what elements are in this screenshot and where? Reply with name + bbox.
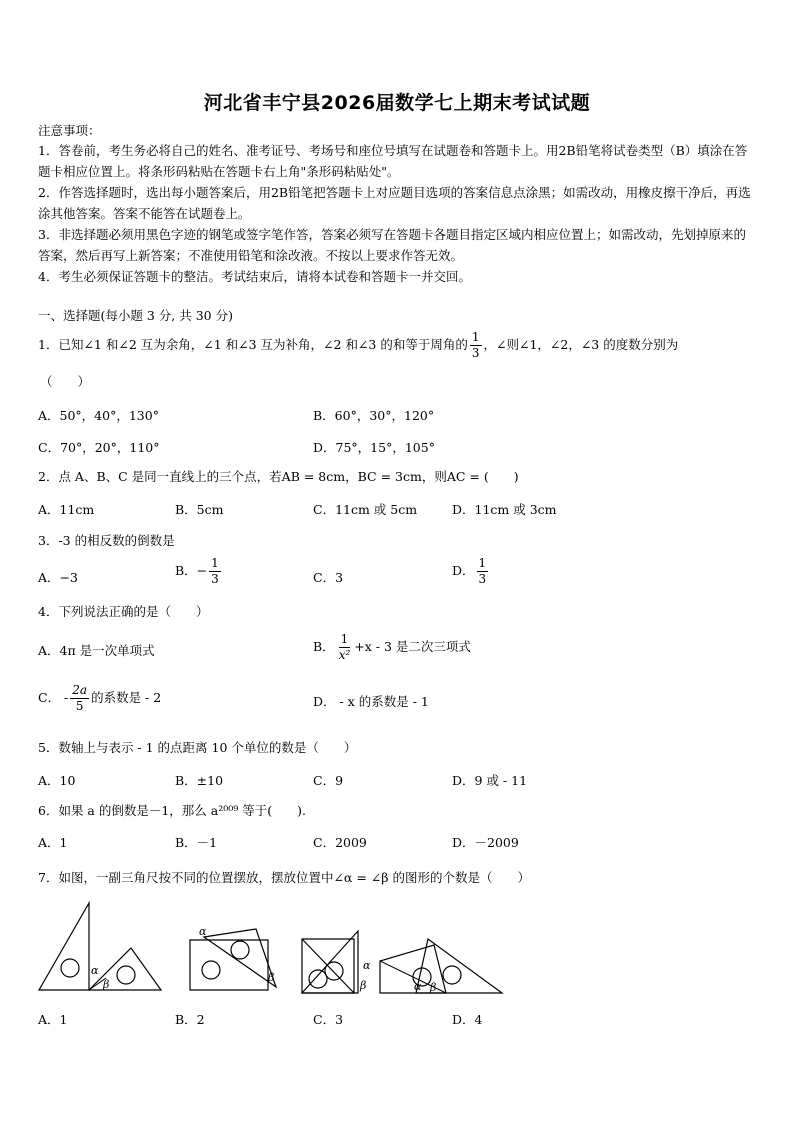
triangle-figure-1 xyxy=(36,898,166,998)
q6-option-a[interactable]: A．1 xyxy=(38,835,68,850)
question-1-paren: （ ） xyxy=(40,374,91,389)
q7-option-d[interactable]: D．4 xyxy=(452,1012,483,1027)
q7-option-b[interactable]: B．2 xyxy=(175,1012,205,1027)
fraction: $\frac{1}{3}$ xyxy=(211,556,219,586)
alpha-label: α xyxy=(363,959,371,972)
q1-option-c[interactable]: C．70°，20°，110° xyxy=(38,440,160,455)
question-3-stem: 3．-3 的相反数的倒数是 xyxy=(38,533,175,548)
notes-heading: 注意事项： xyxy=(38,123,101,138)
note-item-4: 4．考生必须保证答题卡的整洁。考试结束后，请将本试卷和答题卡一并交回。 xyxy=(38,269,471,284)
question-1-stem-part-a: 1．已知∠1 和∠2 互为余角，∠1 和∠3 互为补角，∠2 和∠3 的和等于周角的 xyxy=(38,337,468,352)
q2-option-a[interactable]: A．11cm xyxy=(38,502,95,517)
fraction: $\frac{1}{\text{x²}}$ xyxy=(338,632,351,662)
q5-option-c[interactable]: C．9 xyxy=(313,773,344,788)
page-title: 河北省丰宁县2026届数学七上期末考试试题 xyxy=(203,92,591,114)
section-heading: 一、选择题(每小题 3 分, 共 30 分) xyxy=(38,308,233,323)
note-item-2: 2．作答选择题时，选出每小题答案后，用2B铅笔把答题卡上对应题目选项的答案信息点涂黑；如需改动，用橡皮擦干净后，再选涂其他答案。答案不能答在试题卷上。 xyxy=(38,185,751,221)
q4-option-c[interactable]: C． - $\frac{2a}{5}$ 的系数是 - 2 xyxy=(38,683,162,713)
fraction: $\frac{1}{3}$ xyxy=(478,556,487,586)
q6-option-c[interactable]: C．2009 xyxy=(313,835,367,850)
question-2-stem: 2．点 A、B、C 是同一直线上的三个点，若AB = 8cm，BC = 3cm，则AC = ( ) xyxy=(38,469,519,484)
alpha-label: α xyxy=(414,980,422,993)
q6-option-b[interactable]: B．－1 xyxy=(175,835,218,850)
q7-option-a[interactable]: A．1 xyxy=(38,1012,68,1027)
q4-option-d[interactable]: D． - x 的系数是 - 1 xyxy=(313,694,429,709)
q5-option-b[interactable]: B．±10 xyxy=(175,773,224,788)
q3-option-a[interactable]: A．−3 xyxy=(38,570,78,585)
q5-option-a[interactable]: A．10 xyxy=(38,773,76,788)
q1-option-d[interactable]: D．75°，15°，105° xyxy=(313,440,435,455)
question-4-stem: 4．下列说法正确的是（ ） xyxy=(38,604,209,619)
beta-label: β xyxy=(268,971,275,984)
question-6-stem: 6．如果 a 的倒数是－1，那么 a²⁰⁰⁹ 等于( ). xyxy=(38,803,306,818)
q5-option-d[interactable]: D．9 或 - 11 xyxy=(452,773,528,788)
beta-label: β xyxy=(430,981,437,994)
q6-option-d[interactable]: D．－2009 xyxy=(452,835,519,850)
q3-option-c[interactable]: C．3 xyxy=(313,570,344,585)
q3-option-d[interactable]: D． $\frac{1}{3}$ xyxy=(452,556,487,586)
note-item-3: 3．非选择题必须用黑色字迹的钢笔或签字笔作答，答案必须写在答题卡各题目指定区域内相应位置上；如需改动，先划掉原来的答案，然后再写上新答案；不准使用铅笔和涂改液。不按以上要求作答无效。 xyxy=(38,227,746,263)
q7-option-c[interactable]: C．3 xyxy=(313,1012,344,1027)
beta-label: β xyxy=(103,978,110,991)
note-item-1: 1．答卷前，考生务必将自己的姓名、准考证号、考场号和座位号填写在试题卷和答题卡上。用2B铅笔将试卷类型（B）填涂在答题卡相应位置上。将条形码粘贴在答题卡右上角"条形码粘贴处"。 xyxy=(38,143,748,179)
q1-option-a[interactable]: A．50°，40°，130° xyxy=(38,408,159,423)
alpha-label: α xyxy=(199,925,207,938)
q2-option-b[interactable]: B．5cm xyxy=(175,502,224,517)
alpha-label: α xyxy=(91,964,99,977)
triangle-figure-4 xyxy=(376,935,510,999)
q1-option-b[interactable]: B．60°，30°，120° xyxy=(313,408,435,423)
question-5-stem: 5．数轴上与表示 - 1 的点距离 10 个单位的数是（ ） xyxy=(38,740,357,755)
q4-option-a[interactable]: A．4π 是一次单项式 xyxy=(38,643,155,658)
q3-option-b[interactable]: B．− $\frac{1}{3}$ xyxy=(175,556,219,586)
q2-option-d[interactable]: D．11cm 或 3cm xyxy=(452,502,557,517)
q4-option-b[interactable]: B． $\frac{1}{\text{x²}}$ +x - 3 是二次三项式 xyxy=(313,632,471,662)
q2-option-c[interactable]: C．11cm 或 5cm xyxy=(313,502,418,517)
fraction: $\frac{2a}{5}$ xyxy=(72,683,88,713)
question-1-stem xyxy=(38,330,678,361)
fraction-one-third: $\frac{1}{3}$ xyxy=(471,330,480,360)
triangle-figure-2 xyxy=(184,915,284,999)
question-7-stem: 7．如图，一副三角尺按不同的位置摆放，摆放位置中∠α = ∠β 的图形的个数是（ ） xyxy=(38,870,530,885)
beta-label: β xyxy=(360,979,367,992)
question-1-stem-part-b: ，∠则∠1，∠2，∠3 的度数分别为 xyxy=(483,337,679,352)
